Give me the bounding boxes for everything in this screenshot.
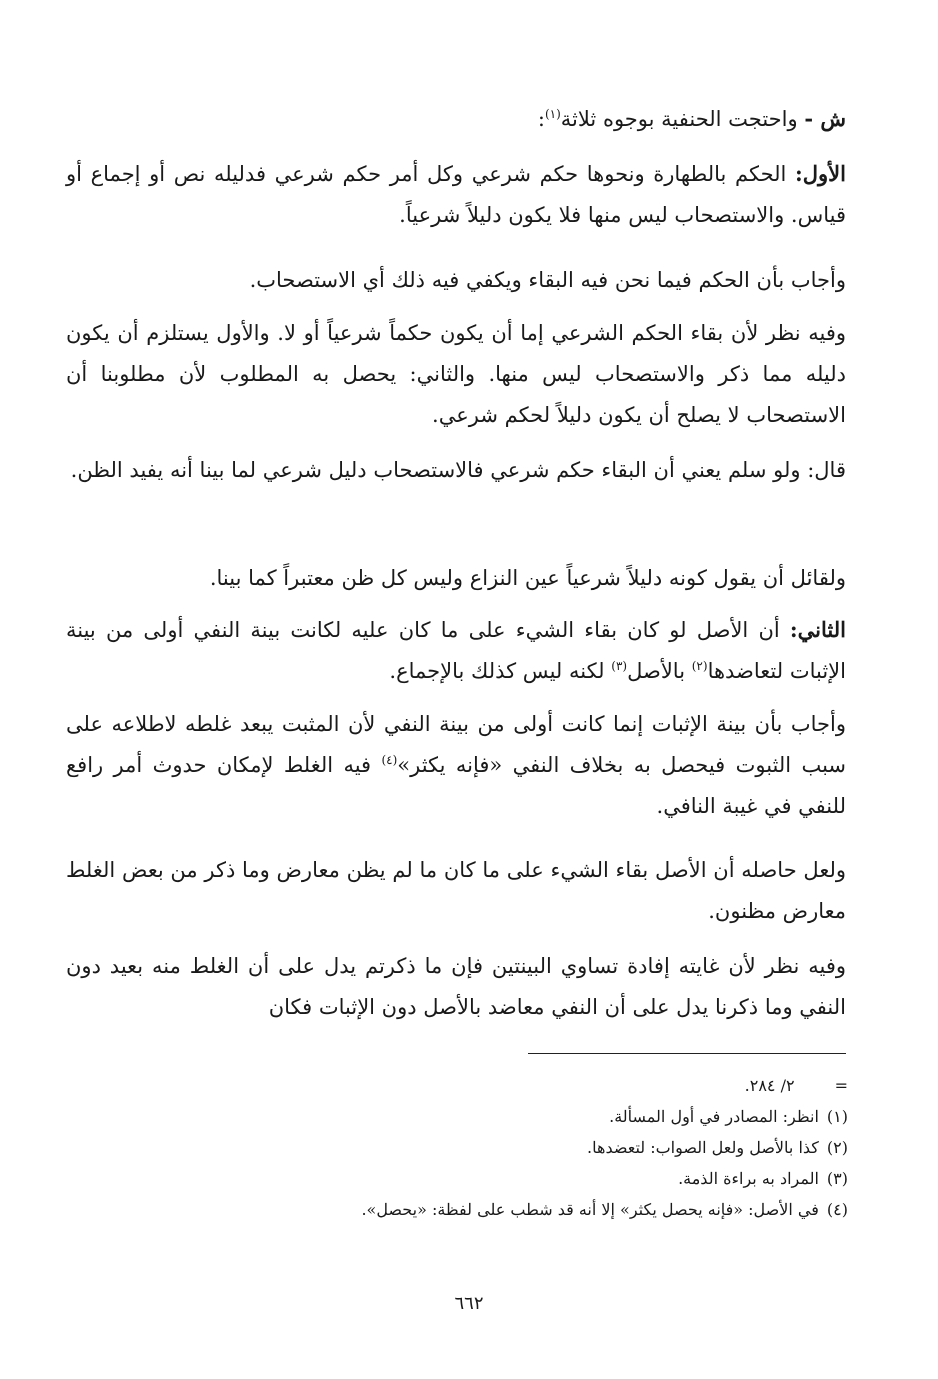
footnote-ref[interactable]: (٤) — [381, 753, 398, 767]
footnote-ref[interactable]: (٢) — [691, 659, 708, 673]
paragraph-lead: الثاني: — [789, 617, 846, 642]
footnote-text: في الأصل: «فإنه يحصل يكثر» إلا أنه قد شطب على لفظة: «يحصل». — [361, 1200, 819, 1219]
paragraph-text: الحكم بالطهارة ونحوها حكم شرعي وكل أمر حكم شرعي فدليله نص أو إجماع أو قياس. والاستصحاب ليس منها فلا يكون دليلاً شرعياً. — [66, 162, 846, 227]
continuation-mark: = — [834, 1076, 848, 1095]
footnote-ref[interactable]: (١) — [544, 107, 561, 121]
footnote-3 — [66, 1163, 848, 1194]
paragraph-first-argument — [66, 153, 846, 236]
paragraph-text: وفيه نظر لأن غايته إفادة تساوي البينتين فإن ما ذكرتم يدل على أن الغلط منه بعيد دون النفي وما ذكرنا يدل على أن النفي معاضد بالأصل دون الإثبات فكان — [66, 954, 846, 1019]
page-number: ٦٦٢ — [454, 1293, 484, 1314]
paragraph-lead: الأول: — [795, 161, 846, 186]
paragraph-text: لكنه ليس كذلك بالإجماع. — [389, 659, 612, 683]
paragraph-text: قال: ولو سلم يعني أن البقاء حكم شرعي فالاستصحاب دليل شرعي لما بينا أنه يفيد الظن. — [70, 458, 846, 482]
footnote-1 — [66, 1101, 848, 1132]
footnote-2 — [66, 1132, 848, 1163]
paragraph-summary — [66, 850, 846, 932]
footnote-ref[interactable]: (٣) — [611, 659, 628, 673]
footnote-4 — [66, 1194, 848, 1225]
footnote-number: (٣) — [826, 1169, 848, 1188]
paragraph-text: وفيه نظر لأن بقاء الحكم الشرعي إما أن يكون حكماً شرعياً أو لا. والأول يستلزم أن يكون دليله مما ذكر والاستصحاب ليس منها. والثاني: يحصل به المطلوب لأن مطلوبنا أن الاستصحاب لا يصلح أن يكون دليلاً لحكم شرعي. — [66, 321, 846, 427]
footnote-text: كذا بالأصل ولعل الصواب: لتعضدها. — [587, 1138, 819, 1157]
footnotes — [66, 1070, 848, 1225]
paragraph-lead: ش - — [804, 106, 846, 131]
footnote-text: انظر: المصادر في أول المسألة. — [609, 1107, 819, 1126]
paragraph-text: واحتجت الحنفية بوجوه ثلاثة — [560, 107, 805, 131]
paragraph-reply-2 — [66, 704, 846, 827]
footnote-continuation — [66, 1070, 848, 1101]
paragraph-text: وأجاب بأن الحكم فيما نحن فيه البقاء ويكفي فيه ذلك أي الاستصحاب. — [249, 268, 846, 292]
paragraph-objection-1 — [66, 313, 846, 436]
paragraph-objection-2 — [66, 558, 846, 599]
footnote-number: (٤) — [826, 1200, 848, 1219]
paragraph-text: فيه الغلط لإمكان حدوث أمر رافع للنفي في غيبة النافي. — [66, 753, 846, 818]
paragraph-text: وأجاب بأن بينة الإثبات إنما كانت أولى من بينة النفي لأن المثبت يبعد غلطه لاطلاعه على سبب الثبوت فيحصل به بخلاف النفي «فإنه يكثر» — [66, 712, 847, 777]
footnote-divider — [528, 1053, 846, 1054]
paragraph-intro — [66, 98, 846, 140]
paragraph-text: أن الأصل لو كان بقاء الشيء على ما كان عليه لكانت بينة النفي أولى من بينة الإثبات لتعاضدها — [66, 618, 846, 683]
paragraph-second-argument — [66, 609, 846, 692]
footnote-number: (٢) — [826, 1138, 848, 1157]
paragraph-text: ولعل حاصله أن الأصل بقاء الشيء على ما كان ما لم يظن معارض وما ذكر من بعض الغلط معارض مظنون. — [66, 858, 846, 923]
paragraph-text: بالأصل — [627, 659, 692, 683]
paragraph-text: ولقائل أن يقول كونه دليلاً شرعياً عين النزاع وليس كل ظن معتبراً كما بينا. — [209, 566, 846, 590]
paragraph-text-tail: : — [537, 107, 545, 131]
paragraph-said — [66, 450, 846, 491]
paragraph-reply-1 — [66, 260, 846, 301]
paragraph-objection-3 — [66, 946, 846, 1028]
footnote-text: المراد به براءة الذمة. — [678, 1169, 819, 1188]
footnote-text: ٢/ ٢٨٤. — [744, 1076, 795, 1095]
footnote-number: (١) — [826, 1107, 848, 1126]
